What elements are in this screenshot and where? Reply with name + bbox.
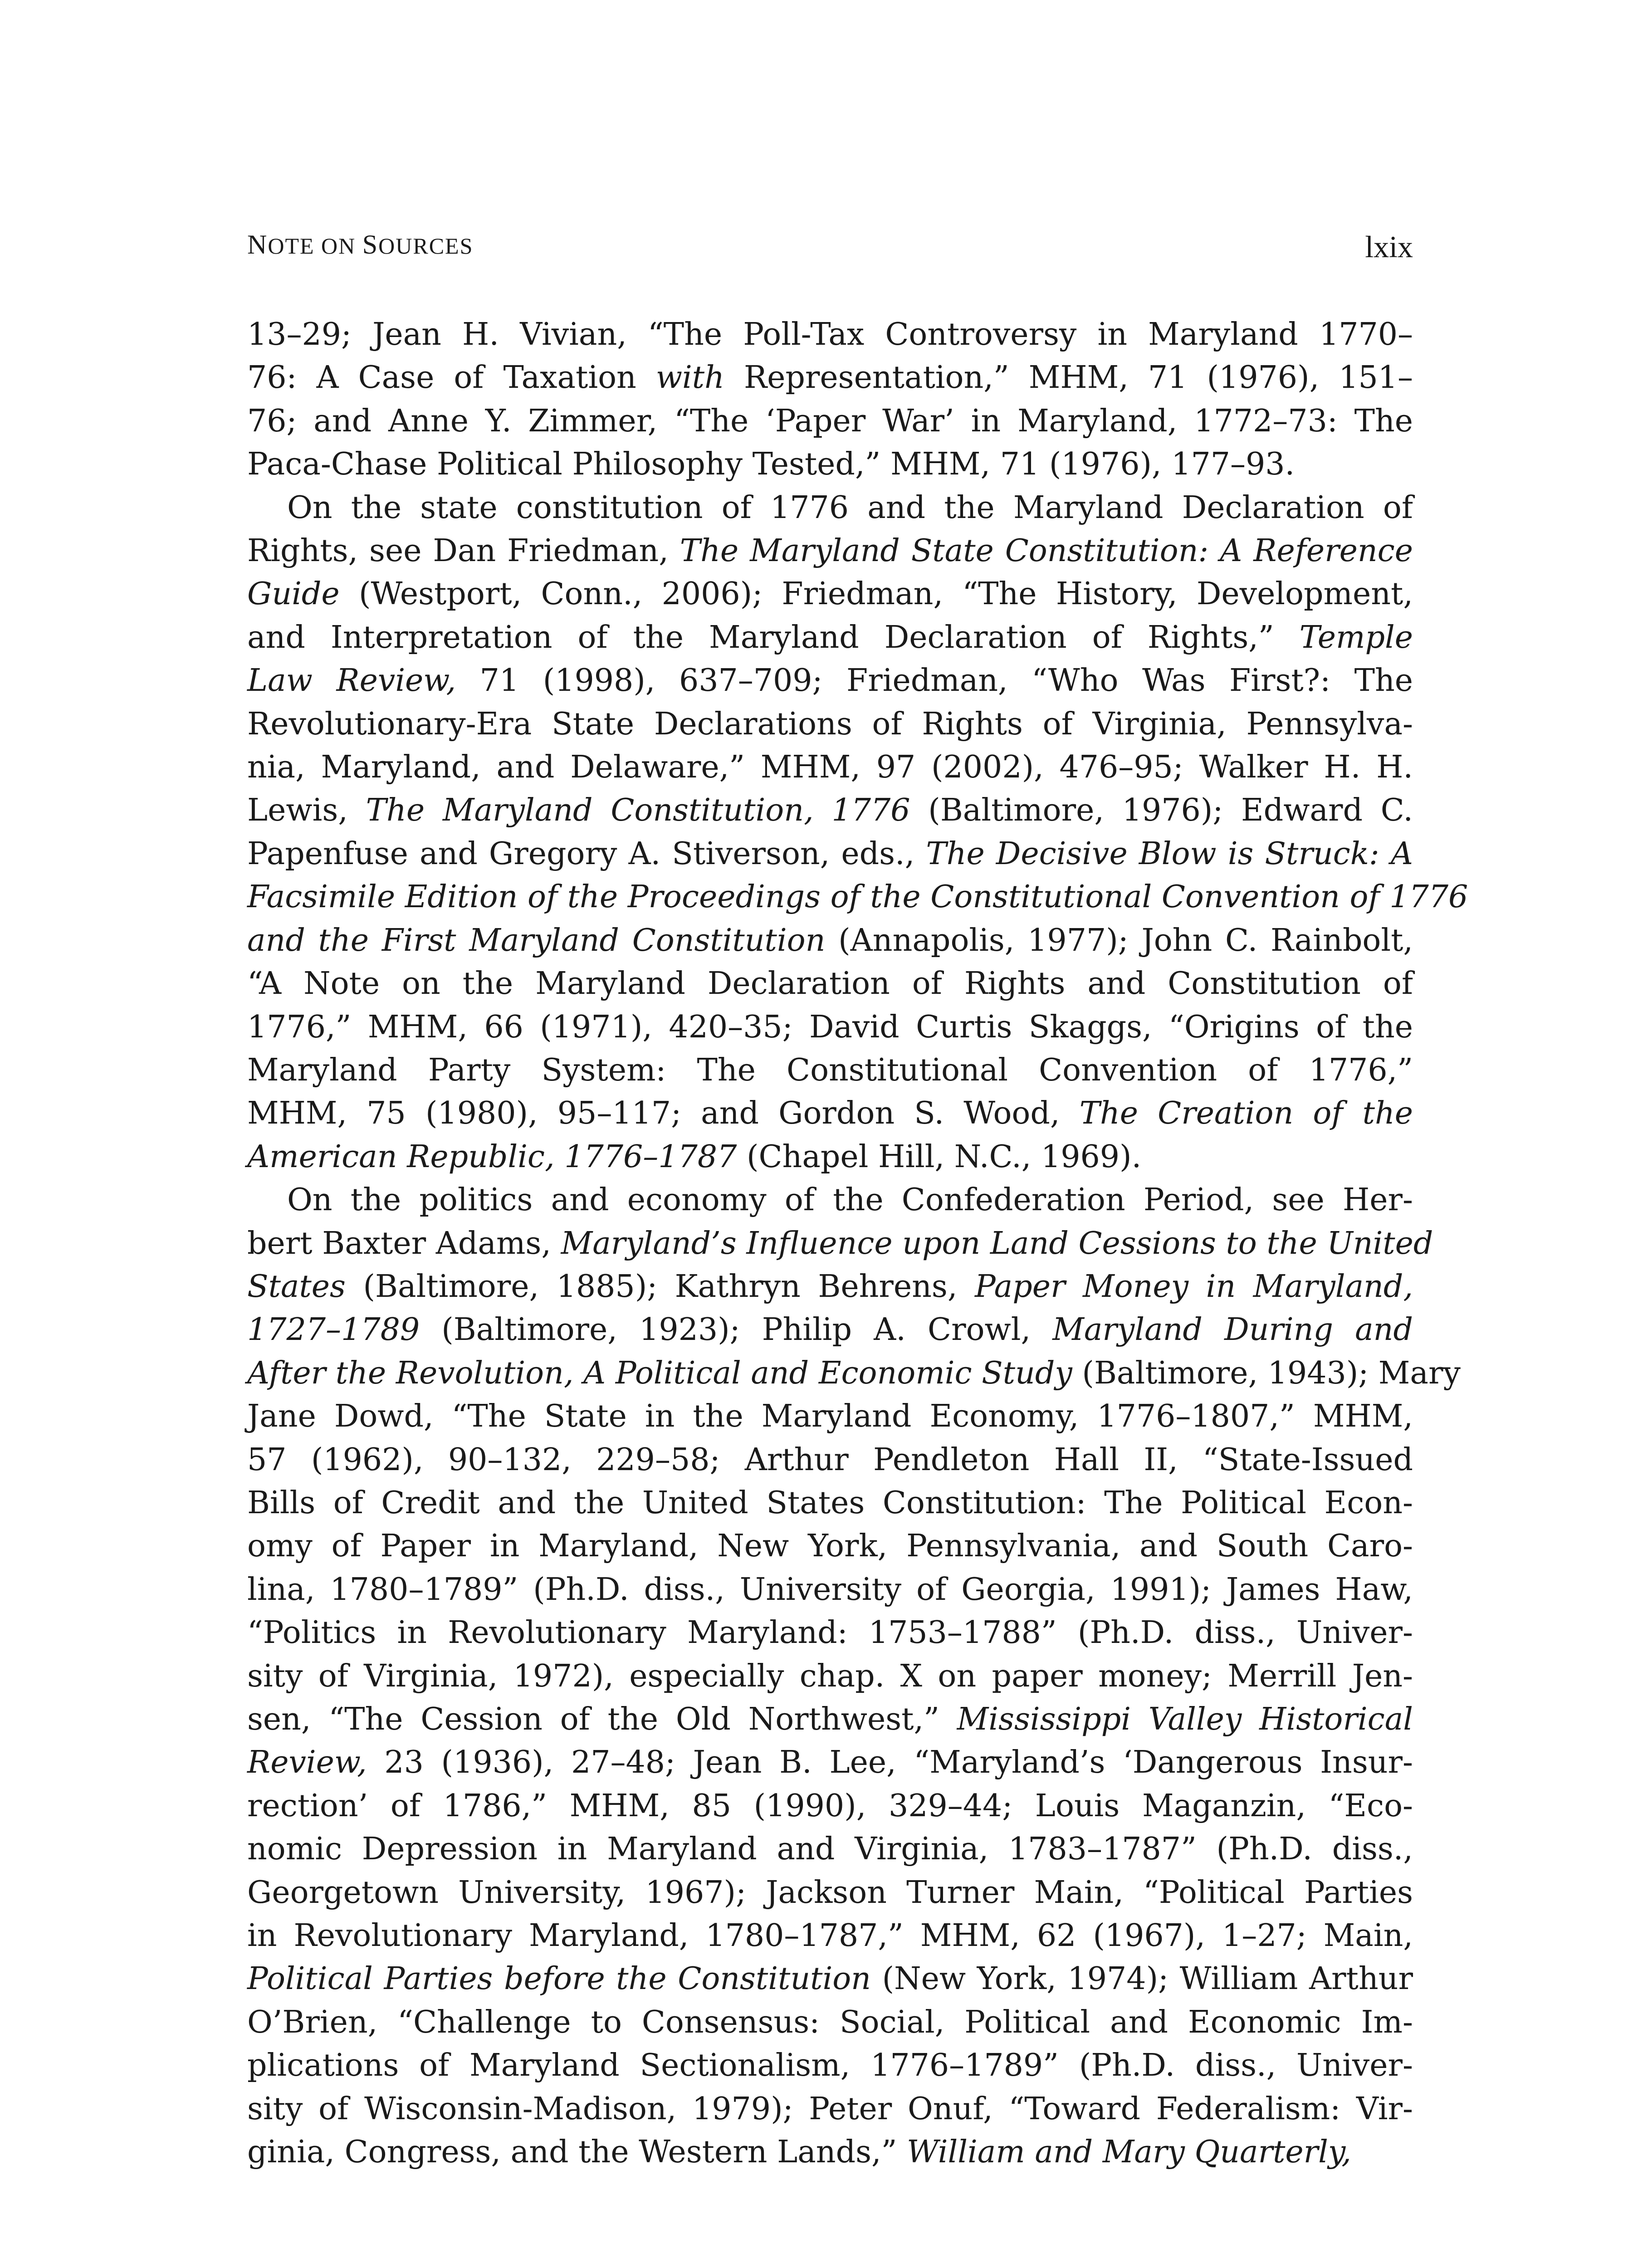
text-line bbox=[247, 1395, 1413, 1438]
text-line bbox=[247, 1914, 1413, 1957]
italic-title: The Decisive Blow is Struck: A bbox=[926, 836, 1413, 872]
text-run: 76: A Case of Taxation bbox=[247, 360, 656, 396]
text-line bbox=[247, 1438, 1413, 1481]
page-header bbox=[247, 229, 1413, 274]
text-line bbox=[247, 1049, 1413, 1092]
italic-title: with bbox=[655, 360, 724, 396]
text-run: 76; and Anne Y. Zimmer, “The ‘Paper War’ in Maryland, 1772–73: The bbox=[247, 403, 1413, 439]
text-line bbox=[247, 2131, 1413, 2174]
text-run: Jane Dowd, “The State in the Maryland Economy, 1776–1807,” MHM, bbox=[247, 1398, 1413, 1435]
text-run: MHM, 75 (1980), 95–117; and Gordon S. Wood, bbox=[247, 1095, 1080, 1132]
text-line bbox=[247, 443, 1413, 486]
text-run: rection’ of 1786,” MHM, 85 (1990), 329–44; Louis Maganzin, “Eco- bbox=[247, 1788, 1413, 1824]
text-run: (Baltimore, 1923); Philip A. Crowl, bbox=[420, 1312, 1053, 1348]
text-run: in Revolutionary Maryland, 1780–1787,” MHM, 62 (1967), 1–27; Main, bbox=[247, 1918, 1413, 1954]
text-line bbox=[247, 1265, 1413, 1308]
text-line bbox=[247, 1957, 1413, 2000]
text-line bbox=[247, 1135, 1413, 1178]
text-run: 71 (1998), 637–709; Friedman, “Who Was First?: The bbox=[456, 663, 1413, 699]
text-run: 13–29; Jean H. Vivian, “The Poll-Tax Controversy in Maryland 1770– bbox=[247, 317, 1413, 352]
italic-title: William and Mary Quarterly, bbox=[907, 2134, 1351, 2170]
italic-title: American Republic, 1776–1787 bbox=[247, 1139, 737, 1175]
text-run: Paca-Chase Political Philosophy Tested,” MHM, 71 (1976), 177–93. bbox=[247, 446, 1295, 483]
italic-title: Facsimile Edition of the Proceedings of the Constitutional Convention of 1776 bbox=[247, 879, 1468, 915]
text-run: O’Brien, “Challenge to Consensus: Social, Political and Economic Im- bbox=[247, 2004, 1413, 2040]
text-line bbox=[247, 1352, 1461, 1395]
running-head-smallcaps: OURCES bbox=[378, 233, 474, 259]
text-line bbox=[247, 875, 1468, 919]
text-run: Lewis, bbox=[247, 792, 366, 829]
text-line bbox=[247, 789, 1413, 832]
text-line bbox=[247, 1178, 1413, 1222]
paragraph bbox=[247, 1178, 1461, 2174]
text-line bbox=[247, 2087, 1413, 2131]
italic-title: and the First Maryland Constitution bbox=[247, 922, 826, 958]
text-line bbox=[247, 1698, 1413, 1741]
paragraph bbox=[247, 486, 1468, 1179]
text-run: (Annapolis, 1977); John C. Rainbolt, bbox=[825, 922, 1413, 958]
italic-title: Guide bbox=[247, 576, 340, 612]
text-run: Maryland Party System: The Constitutional Convention of 1776,” bbox=[247, 1052, 1413, 1088]
italic-title: States bbox=[247, 1268, 346, 1305]
text-line bbox=[247, 400, 1413, 443]
text-line bbox=[247, 1006, 1413, 1049]
text-run: “Politics in Revolutionary Maryland: 1753–1788” (Ph.D. diss., Univer- bbox=[247, 1615, 1413, 1651]
text-run: Georgetown University, 1967); Jackson Turner Main, “Political Parties bbox=[247, 1874, 1413, 1911]
italic-title: After the Revolution, A Political and Economic Study bbox=[247, 1355, 1072, 1391]
text-run: lina, 1780–1789” (Ph.D. diss., University of Georgia, 1991); James Haw, bbox=[247, 1571, 1413, 1608]
text-run: sen, “The Cession of the Old Northwest,” bbox=[247, 1701, 957, 1737]
italic-title: The Creation of the bbox=[1079, 1095, 1413, 1132]
running-head-initial: N bbox=[247, 230, 268, 259]
text-run: On the politics and economy of the Confederation Period, see Her- bbox=[287, 1182, 1413, 1218]
text-run: 1776,” MHM, 66 (1971), 420–35; David Curtis Skaggs, “Origins of the bbox=[247, 1009, 1413, 1045]
text-line bbox=[247, 832, 1413, 875]
text-run: and Interpretation of the Maryland Declaration of Rights,” bbox=[247, 619, 1300, 655]
text-line bbox=[247, 529, 1413, 572]
italic-title: Maryland During and bbox=[1052, 1312, 1413, 1348]
italic-title: Law Review, bbox=[247, 663, 456, 699]
text-line bbox=[247, 703, 1413, 746]
text-run: (Baltimore, 1976); Edward C. bbox=[910, 792, 1413, 829]
text-line bbox=[247, 1308, 1413, 1351]
text-line bbox=[247, 1828, 1413, 1871]
text-run: nomic Depression in Maryland and Virginia, 1783–1787” (Ph.D. diss., bbox=[247, 1831, 1413, 1867]
text-line bbox=[247, 1784, 1413, 1828]
text-line bbox=[247, 659, 1413, 702]
text-line bbox=[247, 2044, 1413, 2087]
running-head-smallcaps: OTE ON bbox=[268, 233, 362, 259]
text-line bbox=[247, 1871, 1413, 1914]
text-run: On the state constitution of 1776 and the Maryland Declaration of bbox=[287, 489, 1413, 526]
italic-title: Mississippi Valley Historical bbox=[957, 1701, 1413, 1737]
text-line bbox=[247, 616, 1413, 659]
italic-title: Temple bbox=[1299, 619, 1413, 655]
text-line bbox=[247, 486, 1413, 529]
text-line bbox=[247, 1092, 1413, 1135]
text-line bbox=[247, 1525, 1413, 1568]
running-head bbox=[247, 229, 473, 260]
text-run: Rights, see Dan Friedman, bbox=[247, 533, 680, 569]
text-run: (Baltimore, 1943); Mary bbox=[1072, 1355, 1461, 1391]
text-line bbox=[247, 572, 1413, 616]
text-line bbox=[247, 919, 1413, 962]
text-run: Revolutionary-Era State Declarations of Rights of Virginia, Pennsylva- bbox=[247, 706, 1413, 742]
text-run: 57 (1962), 90–132, 229–58; Arthur Pendleton Hall II, “State-Issued bbox=[247, 1442, 1413, 1478]
text-line bbox=[247, 356, 1413, 399]
italic-title: Political Parties before the Constitution bbox=[247, 1961, 871, 1997]
text-run: sity of Virginia, 1972), especially chap. X on paper money; Merrill Jen- bbox=[247, 1658, 1413, 1694]
text-line bbox=[247, 746, 1413, 789]
italic-title: The Maryland State Constitution: A Reference bbox=[680, 533, 1413, 569]
italic-title: Paper Money in Maryland, bbox=[974, 1268, 1413, 1305]
text-run: (Westport, Conn., 2006); Friedman, “The History, Development, bbox=[339, 576, 1413, 612]
text-run: plications of Maryland Sectionalism, 1776–1789” (Ph.D. diss., Univer- bbox=[247, 2048, 1413, 2084]
text-line bbox=[247, 1741, 1413, 1784]
text-run: ginia, Congress, and the Western Lands,” bbox=[247, 2134, 907, 2170]
page-number: lxix bbox=[1365, 230, 1413, 264]
text-line bbox=[247, 2001, 1413, 2044]
italic-title: Maryland’s Influence upon Land Cessions to the United bbox=[561, 1225, 1433, 1261]
italic-title: The Maryland Constitution, 1776 bbox=[366, 792, 910, 829]
text-run: nia, Maryland, and Delaware,” MHM, 97 (2002), 476–95; Walker H. H. bbox=[247, 749, 1413, 786]
text-run: (New York, 1974); William Arthur bbox=[870, 1961, 1413, 1997]
text-line bbox=[247, 1611, 1413, 1654]
text-run: Papenfuse and Gregory A. Stiverson, eds., bbox=[247, 836, 926, 872]
text-run: (Baltimore, 1885); Kathryn Behrens, bbox=[345, 1268, 975, 1305]
text-run: 23 (1936), 27–48; Jean B. Lee, “Maryland’s ‘Dangerous Insur- bbox=[367, 1745, 1413, 1781]
text-run: Bills of Credit and the United States Constitution: The Political Econ- bbox=[247, 1485, 1413, 1521]
italic-title: Review, bbox=[247, 1745, 367, 1781]
text-run: (Chapel Hill, N.C., 1969). bbox=[737, 1139, 1142, 1175]
text-line bbox=[247, 1655, 1413, 1698]
text-run: omy of Paper in Maryland, New York, Pennsylvania, and South Caro- bbox=[247, 1528, 1413, 1564]
body-text bbox=[247, 313, 1468, 2174]
running-head-initial: S bbox=[362, 230, 379, 259]
text-line bbox=[247, 313, 1413, 356]
text-run: Representation,” MHM, 71 (1976), 151– bbox=[724, 360, 1413, 396]
text-run: sity of Wisconsin-Madison, 1979); Peter Onuf, “Toward Federalism: Vir- bbox=[247, 2091, 1413, 2127]
text-line bbox=[247, 1222, 1433, 1265]
text-line bbox=[247, 1481, 1413, 1525]
text-run: bert Baxter Adams, bbox=[247, 1225, 561, 1261]
text-run: “A Note on the Maryland Declaration of Rights and Constitution of bbox=[247, 966, 1413, 1002]
paragraph bbox=[247, 313, 1413, 486]
text-line bbox=[247, 1568, 1413, 1611]
italic-title: 1727–1789 bbox=[247, 1312, 420, 1348]
text-line bbox=[247, 962, 1413, 1005]
